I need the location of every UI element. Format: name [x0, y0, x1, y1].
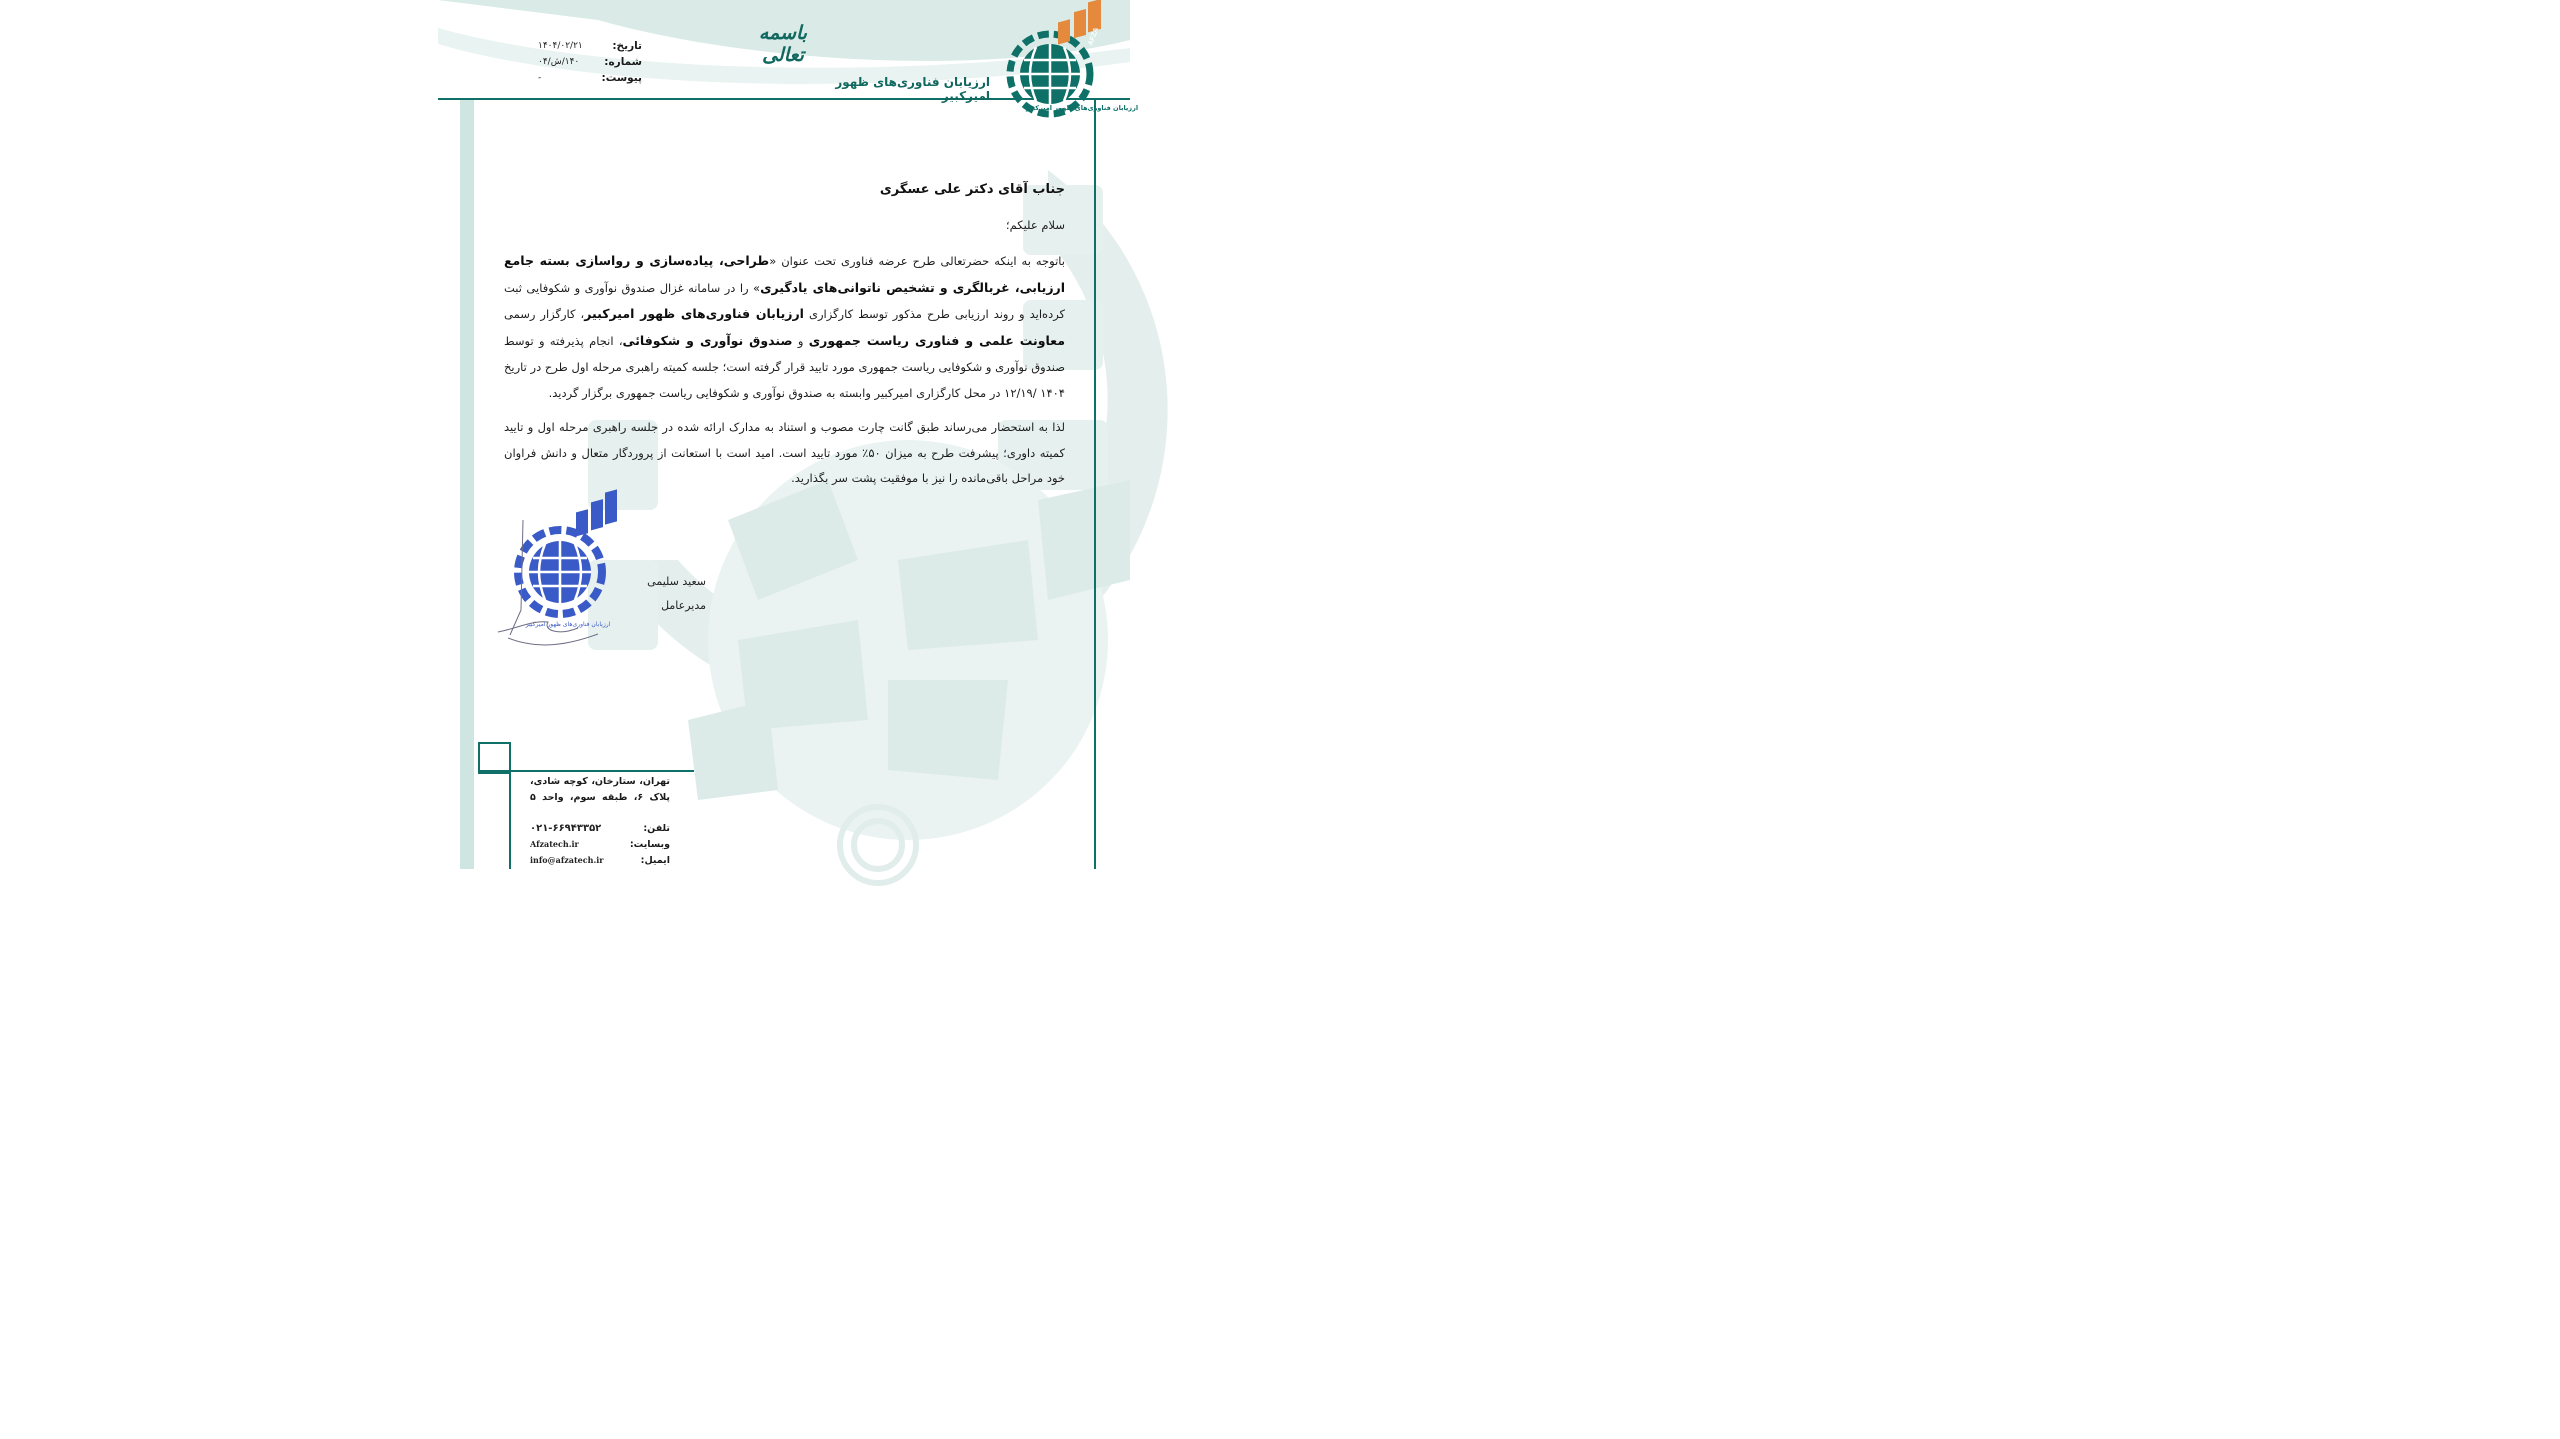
website-value[interactable]: Afzatech.ir — [530, 839, 579, 849]
company-name: ارزیابان فناوری‌های ظهور امیرکبیر — [835, 75, 990, 103]
company-logo — [1000, 24, 1139, 124]
p1-seg-bold: طراحی، پیاده‌سازی و رواسازی بسته جامع ارزیابی، غربالگری و تشخیص ناتوانی‌های یادگیری — [504, 253, 1066, 295]
email-label: ایمیل: — [640, 854, 670, 866]
attachment-label: پیوست: — [601, 72, 642, 84]
p1-seg: باتوجه به اینکه حضرتعالی طرح عرضه فناوری تحت عنوان « — [769, 254, 1066, 268]
addressee: جناب آقای دکتر علی عسگری — [879, 182, 1065, 197]
signer-name: سعید سلیمی — [647, 575, 706, 588]
stamp-logo-text: AFZA — [609, 530, 623, 551]
p1-seg: ، کارگزار رسمی — [504, 307, 585, 322]
date-value: ۱۴۰۴/۰۲/۲۱ — [538, 41, 583, 51]
p1-seg: و — [792, 334, 809, 349]
number-label: شماره: — [604, 56, 642, 68]
number-value: ۱۴۰/ش/۰۴ — [538, 57, 580, 67]
footer-vertical-rule — [509, 770, 511, 869]
phone-value: ۰۲۱-۶۶۹۴۳۳۵۲ — [530, 822, 602, 834]
p1-seg-bold: معاونت علمی و فناوری ریاست جمهوری — [808, 333, 1065, 349]
left-decorative-bar — [460, 100, 474, 869]
date-label: تاریخ: — [612, 40, 642, 52]
logo-text: AFZA — [1087, 26, 1101, 47]
website-row — [530, 836, 670, 852]
stamp-caption: ارزیابان فناوری‌های ظهور امیرکبیر — [525, 621, 611, 628]
body-paragraph-2: لذا به استحضار می‌رساند طبق گانت چارت مصوب و استناد به مدارک ارائه شده در جلسه راهبری مرحله اول و تایید کمیته داوری؛ پیشرفت طرح به میزان ۵۰٪ مورد تایید است. امید است با استعانت از پروردگار متعال و دانش فراوان خود مراحل باقی‌مانده را نیز با موفقیت پشت سر بگذارید. — [504, 420, 1065, 486]
p1-seg-bold: ارزیابان فناوری‌های ظهور امیرکبیر — [584, 306, 804, 322]
number-row — [538, 54, 642, 70]
date-row — [538, 38, 642, 54]
right-border-rule — [1094, 100, 1096, 869]
attachment-value: - — [538, 73, 542, 83]
p1-seg-bold: صندوق نوآوری و شکوفائی — [622, 333, 793, 349]
attachment-row — [538, 70, 642, 86]
bismillah-heading: باسمه تعالی — [758, 22, 808, 66]
p1-seg: ، انجام پذیرفته و توسط صندوق نوآوری و شکوفایی ریاست جمهوری مورد تایید قرار گرفته است؛ جلسه کمیته راهبری مرحله اول طرح در تاریخ ۱۴۰۴ /۱۲/۱۹ در محل کارگزاری امیرکبیر وابسته به صندوق نوآوری و شکوفایی ریاست جمهوری برگزار گردید. — [504, 334, 1065, 400]
signer-title: مدیرعامل — [661, 599, 706, 612]
footer-contacts — [530, 820, 670, 868]
logo-caption: ارزیابان فناوری‌های ظهور امیرکبیر — [1025, 104, 1139, 112]
phone-row — [530, 820, 670, 836]
email-value[interactable]: info@afzatech.ir — [530, 855, 604, 865]
phone-label: تلفن: — [643, 822, 670, 834]
body-paragraph-1 — [504, 248, 1065, 406]
signer-block — [616, 570, 706, 618]
letter-meta — [538, 38, 642, 86]
letter-page — [438, 0, 1139, 869]
email-row — [530, 852, 670, 868]
website-label: وبسایت: — [629, 838, 670, 850]
greeting: سلام علیکم؛ — [1005, 218, 1065, 232]
footer-address: تهران، ستارخان، کوچه شادی، پلاک ۶، طبقه سوم، واحد ۵ — [530, 776, 670, 803]
p1-seg: » را در سامانه غزال صندوق نوآوری و شکوفایی ثبت کرده‌اید و روند ارزیابی طرح مذکور توسط کارگزاری — [504, 280, 1066, 322]
